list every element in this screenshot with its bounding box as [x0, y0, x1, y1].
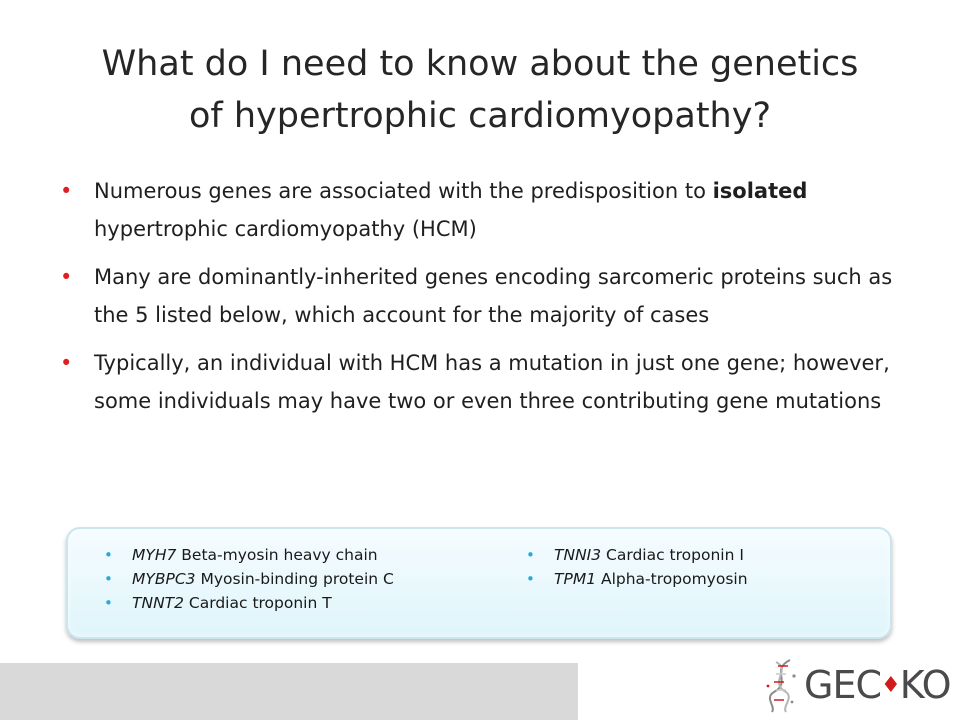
gene-list-left	[104, 543, 394, 615]
bullet-dot-icon: •	[60, 179, 73, 203]
bullet-dot-icon: •	[60, 351, 73, 375]
gene-symbol: MYBPC3	[132, 570, 196, 588]
gene-symbol: TPM1	[554, 570, 597, 588]
slide-title	[40, 38, 920, 142]
gene-description: Beta-myosin heavy chain	[176, 546, 378, 564]
title-line-1: What do I need to know about the genetics	[101, 44, 859, 84]
title-line-2: of hypertrophic cardiomyopathy?	[188, 96, 772, 136]
gene-description: Alpha-tropomyosin	[596, 570, 748, 588]
bullet-dot-icon: •	[104, 570, 113, 588]
gene-item	[104, 567, 394, 591]
bullet-dot-icon: •	[104, 546, 113, 564]
gene-symbol: TNNT2	[132, 594, 184, 612]
gene-item	[104, 543, 394, 567]
gene-description: Cardiac troponin T	[184, 594, 332, 612]
gene-symbol: TNNI3	[554, 546, 602, 564]
bullet-item: • Many are dominantly-inherited genes encoding sarcomeric proteins such as the 5 listed below, which account for the majority of cases	[60, 258, 900, 334]
bullet-dot-icon: •	[104, 594, 113, 612]
gene-list-right	[526, 543, 748, 591]
dna-helix-icon	[762, 656, 802, 714]
gene-item	[104, 591, 394, 615]
bullet-dot-icon: •	[60, 265, 73, 289]
emphasis-text: isolated	[712, 179, 808, 203]
gecko-logo	[762, 656, 951, 714]
gene-description: Cardiac troponin I	[601, 546, 744, 564]
main-bullet-list	[60, 172, 900, 430]
bullet-dot-icon: •	[526, 570, 535, 588]
gene-list-box	[66, 527, 892, 639]
gene-symbol: MYH7	[132, 546, 177, 564]
bullet-dot-icon: •	[526, 546, 535, 564]
bullet-item: • Typically, an individual with HCM has a mutation in just one gene; however, some individuals may have two or even three contributing gene mutations	[60, 344, 900, 420]
gene-description: Myosin-binding protein C	[195, 570, 394, 588]
bullet-item: • Numerous genes are associated with the predisposition to isolated hypertrophic cardiomyopathy (HCM)	[60, 172, 900, 248]
maple-leaf-icon: ♦	[881, 673, 900, 698]
footer-gray-bar	[0, 663, 578, 720]
gene-item	[526, 543, 748, 567]
gene-item	[526, 567, 748, 591]
logo-text: GEC♦KO	[804, 663, 951, 707]
